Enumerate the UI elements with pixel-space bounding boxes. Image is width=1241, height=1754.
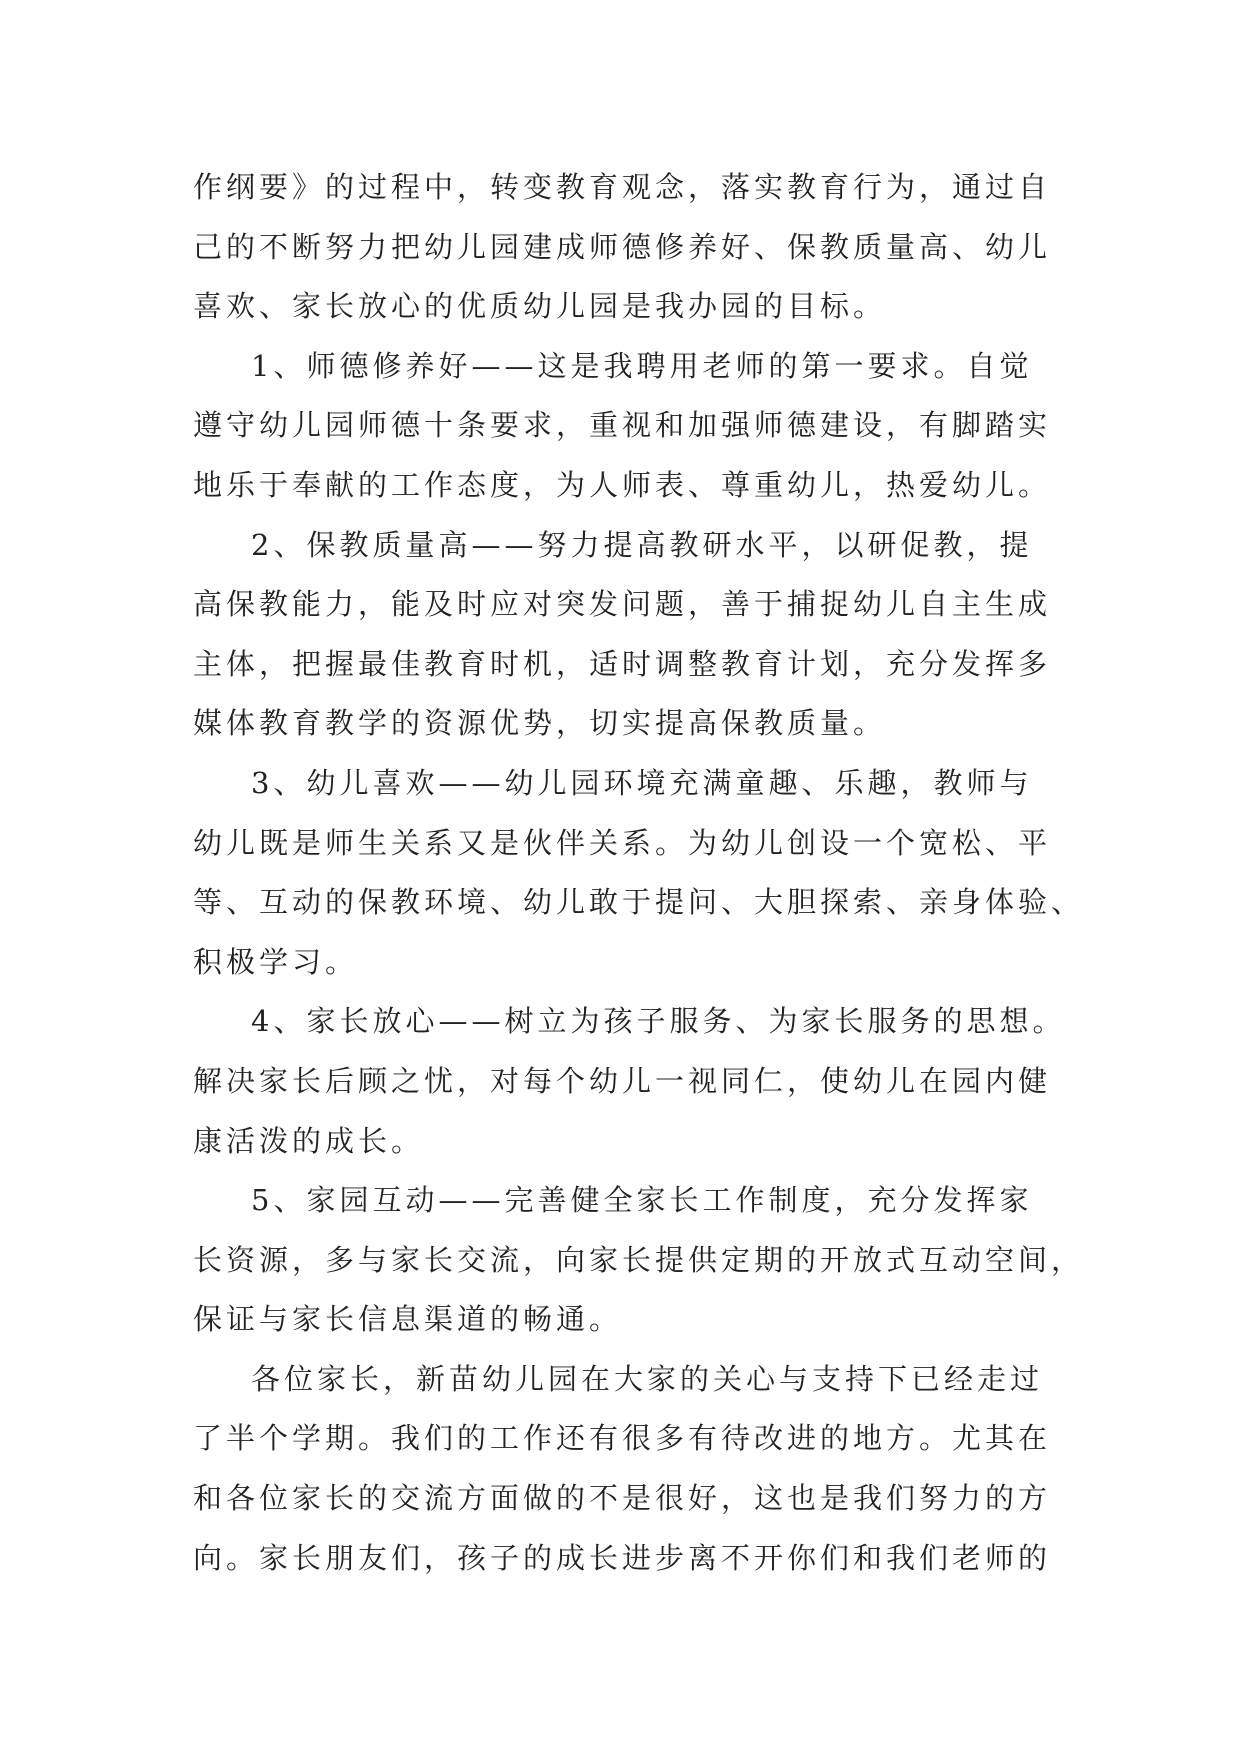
- text-line: 康活泼的成长。: [193, 1123, 425, 1158]
- text-line: 向。家长朋友们，孩子的成长进步离不开你们和我们老师的: [193, 1540, 1052, 1575]
- text-line: 主体，把握最佳教育时机，适时调整教育计划，充分发挥多: [193, 646, 1052, 681]
- text-line: 幼儿既是师生关系又是伙伴关系。为幼儿创设一个宽松、平: [193, 825, 1052, 860]
- text-line: 长资源，多与家长交流，向家长提供定期的开放式互动空间，: [193, 1242, 1085, 1277]
- text-line: 己的不断努力把幼儿园建成师德修养好、保教质量高、幼儿: [193, 229, 1052, 264]
- text-line: 高保教能力，能及时应对突发问题，善于捕捉幼儿自主生成: [193, 587, 1052, 622]
- text-line: 积极学习。: [193, 944, 359, 979]
- text-line: 2、保教质量高——努力提高教研水平，以研促教，提: [251, 527, 1033, 562]
- text-line: 地乐于奉献的工作态度，为人师表、尊重幼儿，热爱幼儿。: [193, 467, 1052, 502]
- text-line: 等、互动的保教环境、幼儿敢于提问、大胆探索、亲身体验、: [193, 885, 1085, 920]
- text-line: 4、家长放心——树立为孩子服务、为家长服务的思想。: [251, 1004, 1066, 1039]
- text-line: 遵守幼儿园师德十条要求，重视和加强师德建设，有脚踏实: [193, 408, 1052, 443]
- document-body: [193, 158, 1085, 1588]
- text-line: 喜欢、家长放心的优质幼儿园是我办园的目标。: [193, 289, 887, 324]
- text-line: 1、师德修养好——这是我聘用老师的第一要求。自觉: [251, 348, 1033, 383]
- text-line: 和各位家长的交流方面做的不是很好，这也是我们努力的方: [193, 1481, 1052, 1516]
- text-line: 3、幼儿喜欢——幼儿园环境充满童趣、乐趣，教师与: [251, 765, 1033, 800]
- text-line: 解决家长后顾之忧，对每个幼儿一视同仁，使幼儿在园内健: [193, 1063, 1052, 1098]
- text-line: 媒体教育教学的资源优势，切实提高保教质量。: [193, 706, 887, 741]
- text-line: 5、家园互动——完善健全家长工作制度，充分发挥家: [251, 1183, 1033, 1218]
- text-line: 了半个学期。我们的工作还有很多有待改进的地方。尤其在: [193, 1421, 1052, 1456]
- text-line: 各位家长，新苗幼儿园在大家的关心与支持下已经走过: [251, 1361, 1044, 1396]
- text-line: 作纲要》的过程中，转变教育观念，落实教育行为，通过自: [193, 170, 1052, 204]
- text-line: 保证与家长信息渠道的畅通。: [193, 1302, 623, 1337]
